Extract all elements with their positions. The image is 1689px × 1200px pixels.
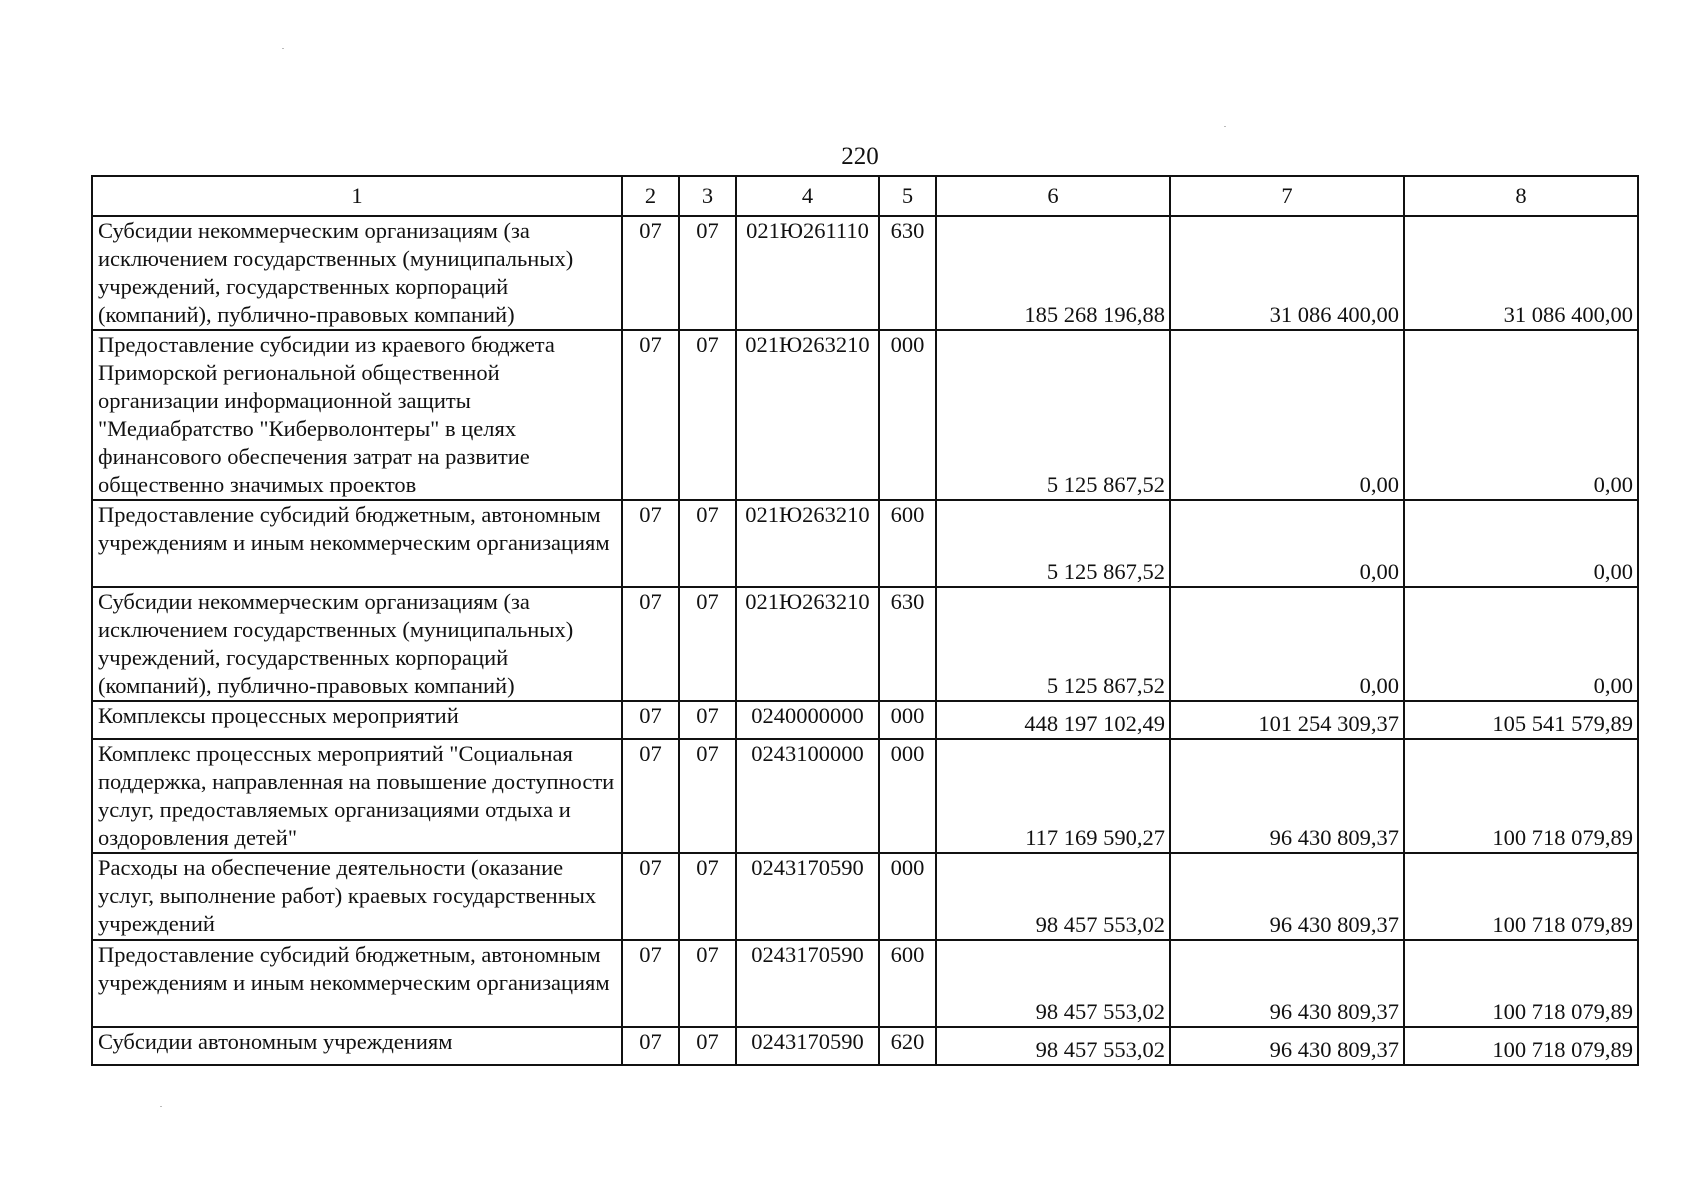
row-name: Предоставление субсидий бюджетным, автономным учреждениям и иным некоммерческим организациям bbox=[92, 940, 622, 1027]
table-row bbox=[92, 940, 1638, 1027]
table-header-row bbox=[92, 176, 1638, 216]
row-expense-type: 000 bbox=[879, 330, 936, 500]
row-amount-col6: 5 125 867,52 bbox=[936, 587, 1170, 701]
table-row bbox=[92, 500, 1638, 587]
row-name: Предоставление субсидий бюджетным, автономным учреждениям и иным некоммерческим организациям bbox=[92, 500, 622, 587]
row-amount-col7: 31 086 400,00 bbox=[1170, 216, 1404, 330]
table-row bbox=[92, 216, 1638, 330]
row-amount-col7: 96 430 809,37 bbox=[1170, 940, 1404, 1027]
row-section: 07 bbox=[622, 500, 679, 587]
row-expense-type: 630 bbox=[879, 216, 936, 330]
column-header: 5 bbox=[879, 176, 936, 216]
row-amount-col7: 96 430 809,37 bbox=[1170, 1027, 1404, 1065]
row-name: Комплексы процессных мероприятий bbox=[92, 701, 622, 739]
row-name: Расходы на обеспечение деятельности (оказание услуг, выполнение работ) краевых государственных учреждений bbox=[92, 853, 622, 940]
table-row bbox=[92, 701, 1638, 739]
table-row bbox=[92, 330, 1638, 500]
row-expense-type: 000 bbox=[879, 701, 936, 739]
row-target-code: 021Ю261110 bbox=[736, 216, 879, 330]
row-expense-type: 000 bbox=[879, 853, 936, 940]
row-subsection: 07 bbox=[679, 739, 736, 853]
row-expense-type: 600 bbox=[879, 940, 936, 1027]
row-name: Комплекс процессных мероприятий "Социальная поддержка, направленная на повышение доступности услуг, предоставляемых организациями отдыха и оздоровления детей" bbox=[92, 739, 622, 853]
row-amount-col8: 0,00 bbox=[1404, 330, 1638, 500]
row-section: 07 bbox=[622, 701, 679, 739]
row-section: 07 bbox=[622, 330, 679, 500]
row-section: 07 bbox=[622, 739, 679, 853]
row-amount-col7: 96 430 809,37 bbox=[1170, 739, 1404, 853]
row-subsection: 07 bbox=[679, 587, 736, 701]
row-section: 07 bbox=[622, 853, 679, 940]
scan-speck bbox=[160, 1106, 162, 1107]
row-subsection: 07 bbox=[679, 500, 736, 587]
row-target-code: 0243170590 bbox=[736, 940, 879, 1027]
table-row bbox=[92, 1027, 1638, 1065]
column-header: 8 bbox=[1404, 176, 1638, 216]
row-amount-col7: 0,00 bbox=[1170, 330, 1404, 500]
row-amount-col8: 100 718 079,89 bbox=[1404, 739, 1638, 853]
column-header: 1 bbox=[92, 176, 622, 216]
row-target-code: 0243170590 bbox=[736, 1027, 879, 1065]
row-amount-col8: 100 718 079,89 bbox=[1404, 1027, 1638, 1065]
row-amount-col7: 0,00 bbox=[1170, 500, 1404, 587]
row-name: Предоставление субсидии из краевого бюджета Приморской региональной общественной организации информационной защиты "Медиабратство "Кибервол​онтеры" в целях финансового обеспечения затрат на развитие общественно значимых проектов bbox=[92, 330, 622, 500]
row-expense-type: 620 bbox=[879, 1027, 936, 1065]
row-section: 07 bbox=[622, 1027, 679, 1065]
row-section: 07 bbox=[622, 587, 679, 701]
row-amount-col7: 101 254 309,37 bbox=[1170, 701, 1404, 739]
row-amount-col8: 0,00 bbox=[1404, 587, 1638, 701]
row-subsection: 07 bbox=[679, 1027, 736, 1065]
row-expense-type: 630 bbox=[879, 587, 936, 701]
row-amount-col6: 98 457 553,02 bbox=[936, 940, 1170, 1027]
row-amount-col7: 0,00 bbox=[1170, 587, 1404, 701]
row-amount-col6: 98 457 553,02 bbox=[936, 1027, 1170, 1065]
scan-speck bbox=[1224, 126, 1226, 127]
row-target-code: 0240000000 bbox=[736, 701, 879, 739]
row-amount-col6: 185 268 196,88 bbox=[936, 216, 1170, 330]
row-amount-col8: 105 541 579,89 bbox=[1404, 701, 1638, 739]
scan-speck bbox=[282, 48, 284, 49]
table-row bbox=[92, 853, 1638, 940]
row-subsection: 07 bbox=[679, 940, 736, 1027]
column-header: 3 bbox=[679, 176, 736, 216]
row-name: Субсидии некоммерческим организациям (за исключением государственных (муниципальных) учреждений, государственных корпораций (компаний), публично-правовых компаний) bbox=[92, 216, 622, 330]
row-amount-col8: 100 718 079,89 bbox=[1404, 853, 1638, 940]
row-target-code: 021Ю263210 bbox=[736, 587, 879, 701]
row-amount-col7: 96 430 809,37 bbox=[1170, 853, 1404, 940]
row-subsection: 07 bbox=[679, 216, 736, 330]
row-expense-type: 600 bbox=[879, 500, 936, 587]
row-target-code: 0243100000 bbox=[736, 739, 879, 853]
page-number: 220 bbox=[841, 143, 879, 170]
row-section: 07 bbox=[622, 940, 679, 1027]
row-name: Субсидии автономным учреждениям bbox=[92, 1027, 622, 1065]
table-row bbox=[92, 739, 1638, 853]
row-subsection: 07 bbox=[679, 330, 736, 500]
row-expense-type: 000 bbox=[879, 739, 936, 853]
column-header: 7 bbox=[1170, 176, 1404, 216]
row-amount-col6: 5 125 867,52 bbox=[936, 500, 1170, 587]
row-amount-col6: 98 457 553,02 bbox=[936, 853, 1170, 940]
row-amount-col6: 117 169 590,27 bbox=[936, 739, 1170, 853]
row-subsection: 07 bbox=[679, 853, 736, 940]
column-header: 4 bbox=[736, 176, 879, 216]
row-amount-col6: 448 197 102,49 bbox=[936, 701, 1170, 739]
column-header: 2 bbox=[622, 176, 679, 216]
row-amount-col6: 5 125 867,52 bbox=[936, 330, 1170, 500]
row-target-code: 021Ю263210 bbox=[736, 330, 879, 500]
row-amount-col8: 0,00 bbox=[1404, 500, 1638, 587]
row-amount-col8: 31 086 400,00 bbox=[1404, 216, 1638, 330]
row-target-code: 0243170590 bbox=[736, 853, 879, 940]
row-section: 07 bbox=[622, 216, 679, 330]
row-amount-col8: 100 718 079,89 bbox=[1404, 940, 1638, 1027]
row-subsection: 07 bbox=[679, 701, 736, 739]
table-row bbox=[92, 587, 1638, 701]
row-target-code: 021Ю263210 bbox=[736, 500, 879, 587]
row-name: Субсидии некоммерческим организациям (за исключением государственных (муниципальных) учреждений, государственных корпораций (компаний), публично-правовых компаний) bbox=[92, 587, 622, 701]
column-header: 6 bbox=[936, 176, 1170, 216]
budget-table bbox=[91, 175, 1639, 1066]
